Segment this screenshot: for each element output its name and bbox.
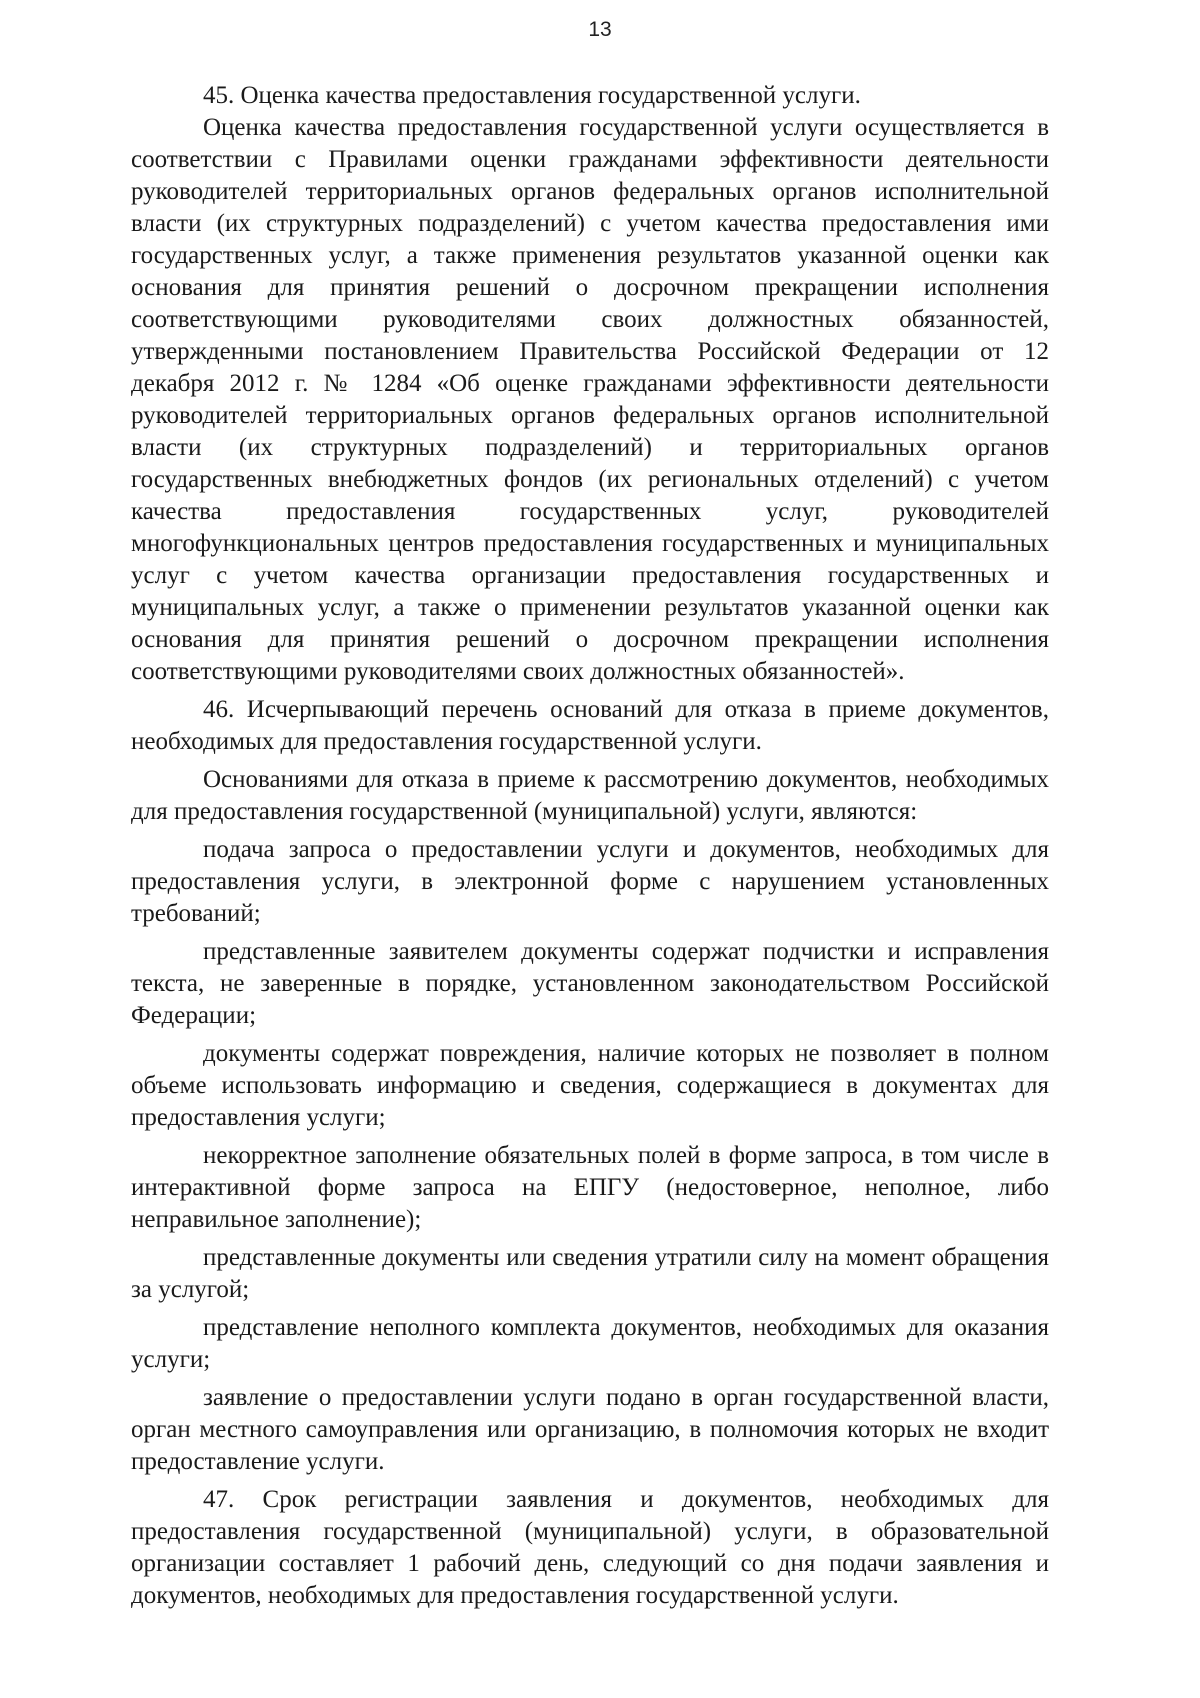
section-45-heading: 45. Оценка качества предоставления государственной услуги. xyxy=(203,82,861,109)
refusal-ground-item: заявление о предоставлении услуги подано в орган государственной власти, орган местного самоуправления или организацию, в полномочия которых не входит предоставление услуги. xyxy=(131,1384,1049,1475)
section-45-text: Оценка качества предоставления государственной услуги осуществляется в соответствии с Правилами оценки гражданами эффективности деятельности руководителей территориальных органов федеральных органов исполнительной власти (их структурных подразделений) с учетом качества предоставления ими государственных услуг, а также применения результатов указанной оценки как основания для принятия решений о досрочном прекращении исполнения соответствующими руководителями своих должностных обязанностей, утвержденными постановлением Правительства Российской Федерации от 12 декабря 2012 г. № 1284 «Об оценке гражданами эффективности деятельности руководителей территориальных органов федеральных органов исполнительной власти (их структурных подразделений) и территориальных органов государственных внебюджетных фондов (их региональных отделений) с учетом качества предоставления государственных услуг, руководителей многофункциональных центров предоставления государственных и муниципальных услуг с учетом качества организации предоставления государственных и муниципальных услуг, а также о применении результатов указанной оценки как основания для принятия решений о досрочном прекращении исполнения соответствующими руководителями своих должностных обязанностей». xyxy=(131,114,1049,685)
section-47-text: 47. Срок регистрации заявления и документов, необходимых для предоставления государственной (муниципальной) услуги, в образовательной организации составляет 1 рабочий день, следующий со дня подачи заявления и документов, необходимых для предоставления государственной услуги. xyxy=(131,1486,1049,1609)
refusal-ground-item: представленные заявителем документы содержат подчистки и исправления текста, не заверенные в порядке, установленном законодательством Российской Федерации; xyxy=(131,938,1049,1029)
refusal-ground-item: документы содержат повреждения, наличие которых не позволяет в полном объеме использовать информацию и сведения, содержащиеся в документах для предоставления услуги; xyxy=(131,1040,1049,1131)
refusal-grounds-intro: Основаниями для отказа в приеме к рассмотрению документов, необходимых для предоставления государственной (муниципальной) услуги, являются: xyxy=(131,766,1049,825)
refusal-ground-item: подача запроса о предоставлении услуги и документов, необходимых для предоставления услуги, в электронной форме с нарушением установленных требований; xyxy=(131,836,1049,927)
refusal-ground-item: некорректное заполнение обязательных полей в форме запроса, в том числе в интерактивной форме запроса на ЕПГУ (недостоверное, неполное, либо неправильное заполнение); xyxy=(131,1142,1049,1233)
section-46-heading: 46. Исчерпывающий перечень оснований для отказа в приеме документов, необходимых для предоставления государственной услуги. xyxy=(131,696,1049,755)
refusal-ground-item: представление неполного комплекта документов, необходимых для оказания услуги; xyxy=(131,1314,1049,1373)
refusal-ground-item: представленные документы или сведения утратили силу на момент обращения за услугой; xyxy=(131,1244,1049,1303)
page-number: 13 xyxy=(588,18,612,41)
document-body xyxy=(131,80,1049,1612)
